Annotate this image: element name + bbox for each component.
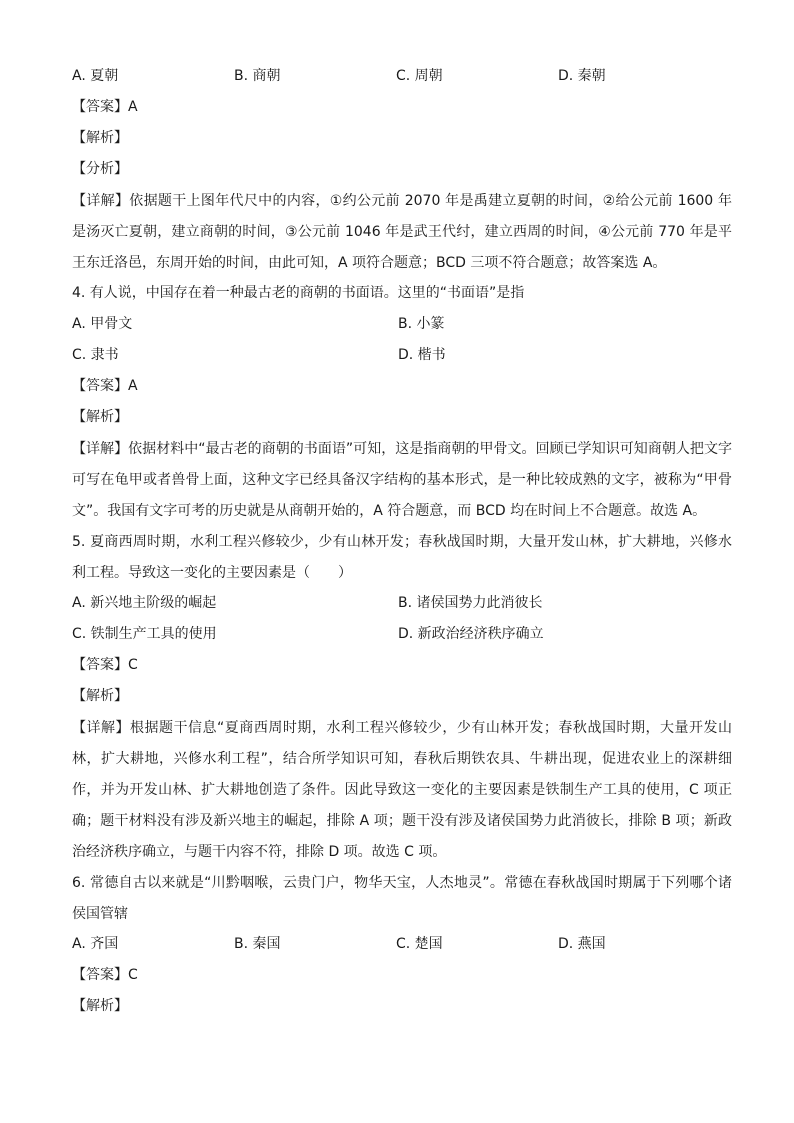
document-page [72,62,732,1023]
q5-options-row1 [72,589,732,620]
q5-option-d[interactable]: D. 新政治经济秩序确立 [398,626,544,642]
q4-option-d[interactable]: D. 楷书 [398,347,446,363]
q3-option-b[interactable]: B. 商朝 [234,68,281,84]
q3-detail: 【详解】依据题干上图年代尺中的内容，①约公元前 2070 年是禹建立夏朝的时间，②给公元前 1600 年是汤灭亡夏朝，建立商朝的时间，③公元前 1046 年是武王代纣，建立西周的时间，④公元前 770 年是平王东迁洛邑，东周开始的时间，由此可知，A 项符合题意；BCD 三项不符合题意；故答案选 A。 [72,193,732,271]
q5-options-row2 [72,620,732,651]
q6-options [72,930,732,961]
q6-analysis-label: 【解析】 [72,998,128,1014]
q5-analysis-label: 【解析】 [72,688,128,704]
q6-option-a[interactable]: A. 齐国 [72,936,119,952]
q6-answer: 【答案】C [72,967,138,983]
q4-detail: 【详解】依据材料中“最古老的商朝的书面语”可知，这是指商朝的甲骨文。回顾已学知识可知商朝人把文字可写在龟甲或者兽骨上面，这种文字已经具备汉字结构的基本形式，是一种比较成熟的文字，被称为“甲骨文”。我国有文字可考的历史就是从商朝开始的，A 符合题意，而 BCD 均在时间上不合题意。故选 A。 [72,441,732,519]
q6-option-d[interactable]: D. 燕国 [558,936,606,952]
q3-options [72,62,732,93]
q3-option-c[interactable]: C. 周朝 [396,68,443,84]
q6-stem: 6. 常德自古以来就是“川黔咽喉，云贵门户，物华天宝，人杰地灵”。常德在春秋战国时期属于下列哪个诸侯国管辖 [72,875,732,922]
q5-stem: 5. 夏商西周时期，水利工程兴修较少，少有山林开发；春秋战国时期，大量开发山林，扩大耕地，兴修水利工程。导致这一变化的主要因素是（ ） [72,534,732,581]
q4-option-b[interactable]: B. 小篆 [398,316,445,332]
q3-fenxi-label: 【分析】 [72,161,128,177]
q3-answer: 【答案】A [72,99,138,115]
q4-answer: 【答案】A [72,378,138,394]
q6-option-b[interactable]: B. 秦国 [234,936,281,952]
q6-option-c[interactable]: C. 楚国 [396,936,443,952]
q4-options-row2 [72,341,732,372]
q4-options-row1 [72,310,732,341]
q4-option-a[interactable]: A. 甲骨文 [72,316,133,332]
q3-analysis-label: 【解析】 [72,130,128,146]
q3-option-d[interactable]: D. 秦朝 [558,68,606,84]
q5-option-c[interactable]: C. 铁制生产工具的使用 [72,626,217,642]
q5-answer: 【答案】C [72,657,138,673]
q5-option-a[interactable]: A. 新兴地主阶级的崛起 [72,595,217,611]
q5-option-b[interactable]: B. 诸侯国势力此消彼长 [398,595,543,611]
q4-stem: 4. 有人说，中国存在着一种最古老的商朝的书面语。这里的“书面语”是指 [72,285,525,301]
q4-option-c[interactable]: C. 隶书 [72,347,119,363]
q3-option-a[interactable]: A. 夏朝 [72,68,119,84]
q5-detail: 【详解】根据题干信息“夏商西周时期，水利工程兴修较少，少有山林开发；春秋战国时期，大量开发山林，扩大耕地，兴修水利工程”，结合所学知识可知，春秋后期铁农具、牛耕出现，促进农业上的深耕细作，并为开发山林、扩大耕地创造了条件。因此导致这一变化的主要因素是铁制生产工具的使用，C 项正确；题干材料没有涉及新兴地主的崛起，排除 A 项；题干没有涉及诸侯国势力此消彼长，排除 B 项；新政治经济秩序确立，与题干内容不符，排除 D 项。故选 C 项。 [72,720,732,860]
q4-analysis-label: 【解析】 [72,409,128,425]
